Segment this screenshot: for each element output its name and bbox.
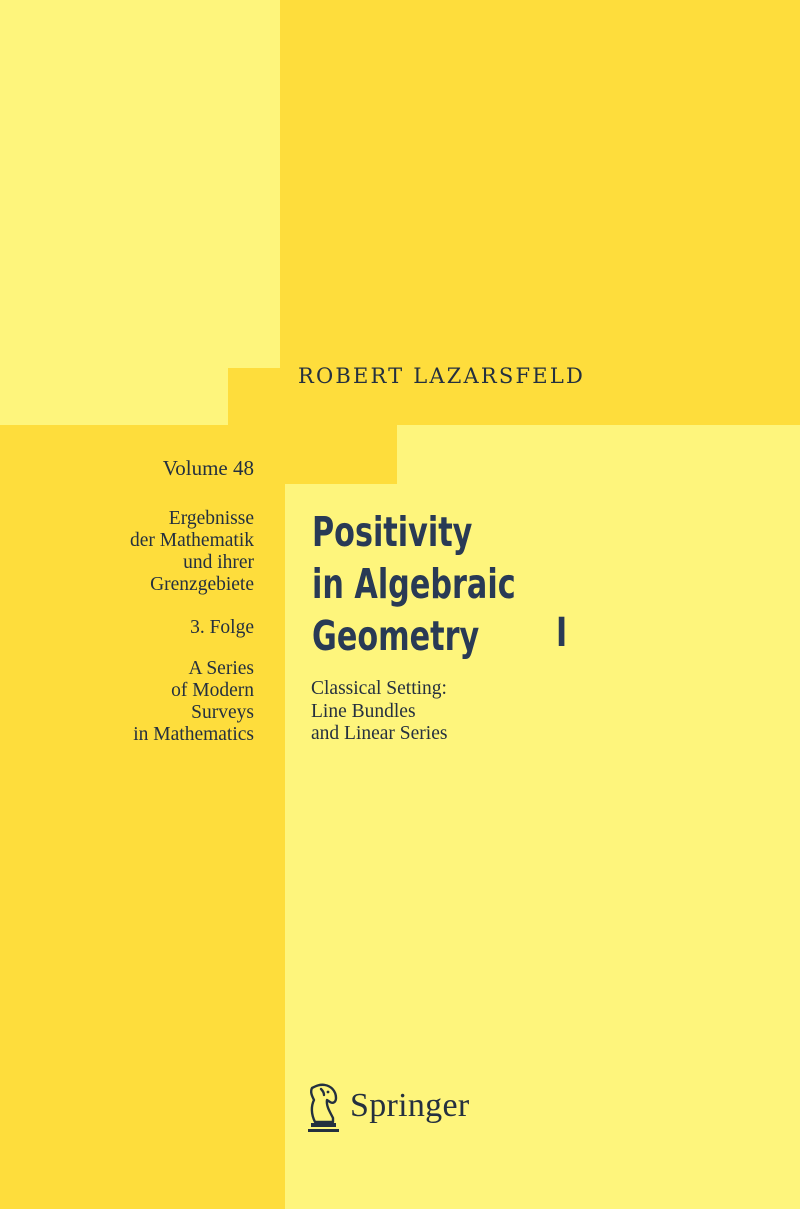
bg-block-top-right <box>280 0 800 368</box>
bg-block-main <box>397 425 800 484</box>
subtitle-line: Classical Setting: <box>311 678 447 699</box>
author-name: ROBERT LAZARSFELD <box>297 364 585 388</box>
volume-number: Volume 48 <box>162 456 254 480</box>
subtitle-line: and Linear Series <box>311 723 448 744</box>
series-line: A Series <box>188 658 254 679</box>
publisher-name: Springer <box>350 1087 470 1124</box>
bg-block-top-left <box>0 0 280 425</box>
series-line: in Mathematics <box>133 724 254 745</box>
publisher-mark <box>302 1078 470 1134</box>
series-line: Grenzgebiete <box>150 574 254 595</box>
series-line: Surveys <box>191 702 254 723</box>
title-line: in Algebraic <box>312 560 516 608</box>
springer-knight-icon <box>302 1078 342 1134</box>
book-volume-numeral: I <box>556 610 568 656</box>
series-line: Ergebnisse <box>168 508 254 529</box>
series-line: und ihrer <box>183 552 254 573</box>
book-title <box>312 506 516 662</box>
title-line: Geometry <box>312 612 480 660</box>
series-line: der Mathematik <box>130 530 254 551</box>
book-subtitle <box>311 678 447 746</box>
series-name-german <box>60 508 254 596</box>
series-name-english <box>60 658 254 746</box>
subtitle-line: Line Bundles <box>311 700 416 722</box>
series-folge: 3. Folge <box>190 617 254 638</box>
bg-block-step <box>285 425 397 484</box>
series-line: of Modern <box>171 680 254 701</box>
title-line: Positivity <box>312 508 473 556</box>
